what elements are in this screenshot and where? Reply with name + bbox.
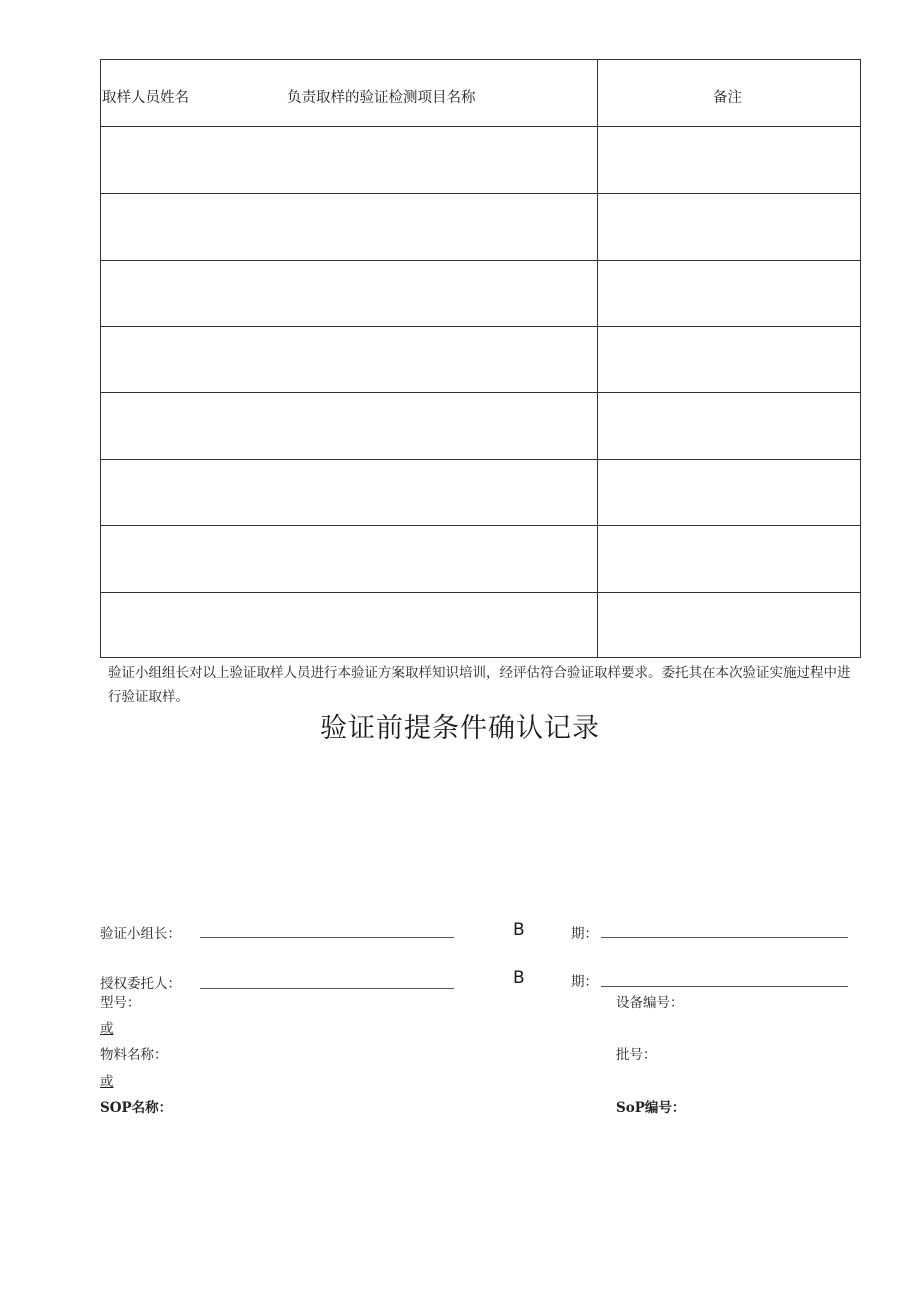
- sampler-table: [100, 59, 861, 658]
- table-row: [101, 326, 860, 392]
- table-row: [101, 260, 860, 326]
- training-note: 验证小组组长对以上验证取样人员进行本验证方案取样知识培训，经评估符合验证取样要求。委托其在本次验证实施过程中进行验证取样。: [108, 665, 851, 705]
- date-label: 期：: [571, 974, 598, 990]
- delegate-date-line[interactable]: [601, 986, 848, 987]
- table-row: [101, 592, 860, 658]
- equipment-number-label: 设备编号：: [616, 995, 684, 1011]
- table-row: [101, 392, 860, 459]
- or-separator: 或: [100, 1021, 114, 1037]
- sop-name-label: SOP名称：: [100, 1100, 173, 1116]
- sop-number-label: SoP编号：: [616, 1100, 686, 1116]
- leader-date-line[interactable]: [601, 937, 848, 938]
- table-row: [101, 126, 860, 193]
- date-b-char: B: [513, 968, 525, 988]
- table-row: [101, 193, 860, 260]
- batch-number-label: 批号：: [616, 1047, 657, 1063]
- date-label: 期：: [571, 926, 598, 942]
- page-title: 验证前提条件确认记录: [320, 713, 600, 744]
- leader-label: 验证小组长：: [100, 926, 181, 942]
- header-sampler-name: 取样人员姓名: [102, 90, 189, 106]
- delegate-label: 授权委托人：: [100, 976, 181, 992]
- delegate-signature-line[interactable]: [200, 988, 454, 989]
- table-row: [101, 459, 860, 525]
- model-label: 型号：: [100, 995, 141, 1011]
- date-b-char: B: [513, 920, 525, 940]
- header-remark: 备注: [713, 90, 742, 106]
- material-name-label: 物料名称：: [100, 1047, 168, 1063]
- or-separator: 或: [100, 1074, 114, 1090]
- header-test-items: 负责取样的验证检测项目名称: [287, 90, 476, 106]
- leader-signature-line[interactable]: [200, 937, 454, 938]
- table-row: [101, 525, 860, 592]
